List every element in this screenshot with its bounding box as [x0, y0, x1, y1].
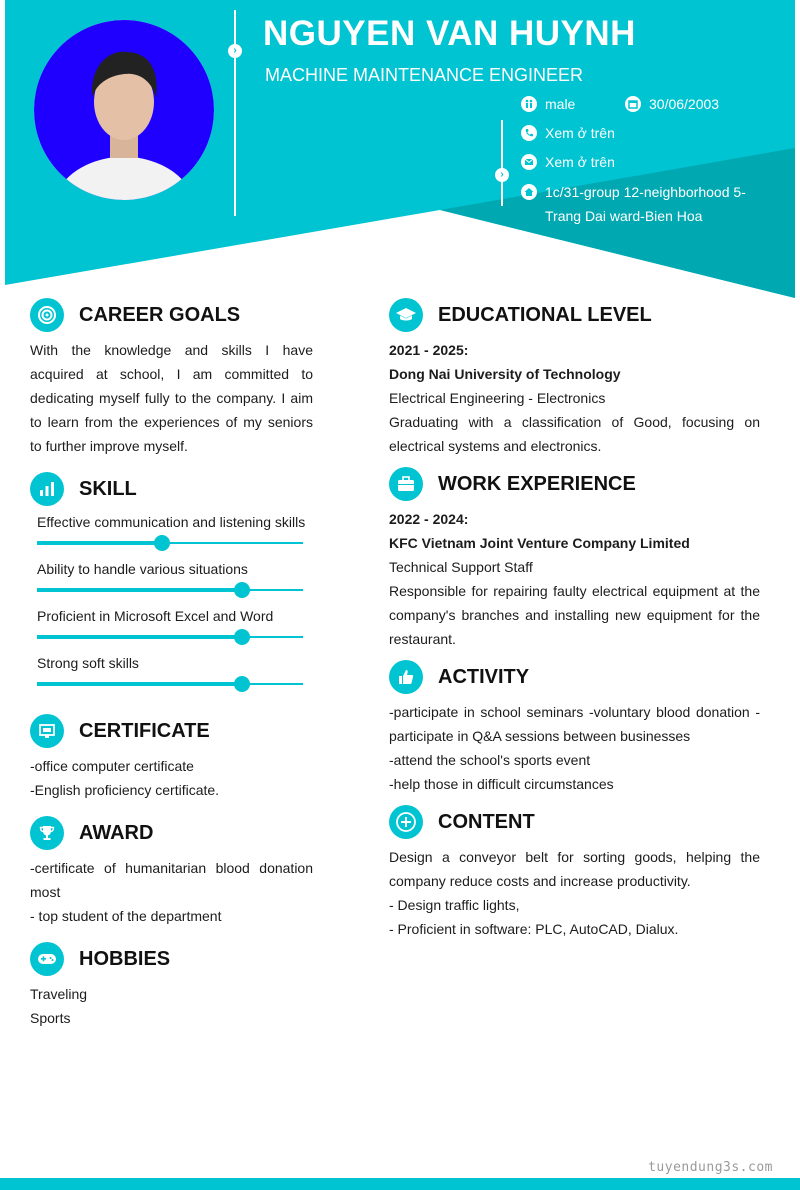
bar-chart-icon: [30, 472, 64, 506]
birthdate-info: [625, 92, 719, 116]
graduation-cap-icon: [389, 298, 423, 332]
skill-fill: [37, 588, 242, 592]
avatar: [34, 20, 214, 200]
birthdate-value: 30/06/2003: [649, 96, 720, 112]
calendar-icon: [625, 96, 641, 112]
hobbies-heading: [30, 942, 170, 976]
target-icon: [30, 298, 64, 332]
list-item: -English proficiency certificate.: [30, 782, 220, 798]
education-body: [389, 338, 760, 458]
skill-knob: [154, 535, 170, 551]
activity-heading: [389, 660, 529, 694]
career-goals-title: CAREER GOALS: [79, 303, 241, 326]
email-value: Xem ở trên: [545, 154, 615, 170]
activity-title: ACTIVITY: [438, 665, 530, 688]
work-company: KFC Vietnam Joint Venture Company Limited: [389, 535, 690, 551]
list-item: Sports: [30, 1010, 71, 1026]
list-item: -participate in school seminars -voluntary blood donation -participate in Q&A sessions between businesses: [389, 704, 760, 744]
skill-label: Strong soft skills: [37, 655, 139, 671]
education-school: Dong Nai University of Technology: [389, 366, 621, 382]
list-item: Traveling: [30, 986, 88, 1002]
list-item: - Design traffic lights,: [389, 897, 520, 913]
address-value: 1c/31-group 12-neighborhood 5-Trang Dai ward-Bien Hoa: [545, 184, 746, 224]
skill-fill: [37, 682, 242, 686]
chevron-right-icon: ›: [495, 168, 509, 182]
skill-bar: [37, 542, 303, 544]
skill-title: SKILL: [79, 477, 137, 500]
skill-bar: [37, 683, 303, 685]
skill-bar: [37, 636, 303, 638]
education-period: 2021 - 2025:: [389, 342, 469, 358]
education-description: Graduating with a classification of Good, focusing on electrical systems and electronics.: [389, 414, 760, 454]
content-list: [389, 845, 760, 941]
gender-value: male: [545, 96, 576, 112]
certificate-icon: [30, 714, 64, 748]
header-divider: [234, 10, 236, 216]
phone-info: [521, 121, 615, 145]
email-info: [521, 150, 615, 174]
email-icon: [521, 154, 537, 170]
list-item: Design a conveyor belt for sorting goods, helping the company reduce costs and increase productivity.: [389, 849, 760, 889]
career-goals-text: With the knowledge and skills I have acquired at school, I am committed to dedicating myself fully to the company. I aim to learn from the experiences of my seniors to further improve myself.: [30, 342, 313, 454]
list-item: - top student of the department: [30, 908, 222, 924]
career-goals-heading: [30, 298, 240, 332]
work-position: Technical Support Staff: [389, 559, 533, 575]
certificate-list: [30, 754, 313, 802]
gender-info: [521, 92, 575, 116]
education-heading: [389, 298, 652, 332]
gamepad-icon: [30, 942, 64, 976]
skill-label: Effective communication and listening skills: [37, 514, 306, 530]
work-description: Responsible for repairing faulty electrical equipment at the company's branches and installing new equipment for the restaurant.: [389, 583, 760, 647]
watermark: tuyendung3s.com: [648, 1160, 773, 1175]
thumbs-up-icon: [389, 660, 423, 694]
certificate-heading: [30, 714, 210, 748]
gender-icon: [521, 96, 537, 112]
content-heading: [389, 805, 535, 839]
phone-value: Xem ở trên: [545, 125, 615, 141]
work-heading: [389, 467, 636, 501]
hobbies-title: HOBBIES: [79, 947, 171, 970]
award-list: [30, 856, 313, 928]
skill-fill: [37, 635, 242, 639]
footer-bar: [0, 1178, 800, 1190]
hobbies-list: [30, 982, 313, 1030]
list-item: - Proficient in software: PLC, AutoCAD, Dialux.: [389, 921, 679, 937]
skill-knob: [234, 582, 250, 598]
education-title: EDUCATIONAL LEVEL: [438, 303, 652, 326]
work-title: WORK EXPERIENCE: [438, 472, 636, 495]
skill-label: Ability to handle various situations: [37, 561, 248, 577]
work-body: [389, 507, 760, 651]
skill-label: Proficient in Microsoft Excel and Word: [37, 608, 274, 624]
award-title: AWARD: [79, 821, 154, 844]
activity-list: [389, 700, 760, 796]
trophy-icon: [30, 816, 64, 850]
skill-knob: [234, 676, 250, 692]
skill-knob: [234, 629, 250, 645]
list-item: -office computer certificate: [30, 758, 194, 774]
briefcase-icon: [389, 467, 423, 501]
address-info: [521, 180, 766, 228]
skill-fill: [37, 541, 162, 545]
chevron-right-icon: ›: [228, 44, 242, 58]
info-divider: [501, 120, 503, 206]
home-icon: [521, 184, 537, 200]
certificate-title: CERTIFICATE: [79, 719, 210, 742]
list-item: -help those in difficult circumstances: [389, 776, 614, 792]
list-item: -certificate of humanitarian blood donation most: [30, 860, 313, 900]
skill-bar: [37, 589, 303, 591]
list-item: -attend the school's sports event: [389, 752, 591, 768]
skill-heading: [30, 472, 137, 506]
candidate-name: NGUYEN VAN HUYNH: [263, 14, 636, 53]
education-major: Electrical Engineering - Electronics: [389, 390, 606, 406]
candidate-role: MACHINE MAINTENANCE ENGINEER: [265, 65, 584, 85]
plus-circle-icon: [389, 805, 423, 839]
work-period: 2022 - 2024:: [389, 511, 469, 527]
award-heading: [30, 816, 153, 850]
phone-icon: [521, 125, 537, 141]
content-title: CONTENT: [438, 810, 535, 833]
